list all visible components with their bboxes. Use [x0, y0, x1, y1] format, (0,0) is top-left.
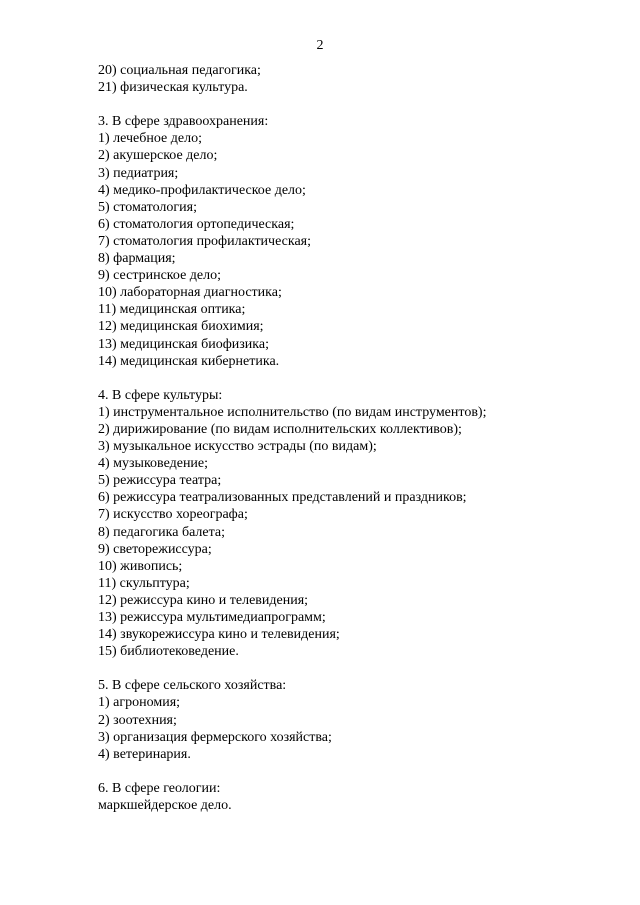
list-item: 12) медицинская биохимия;: [98, 319, 264, 335]
document-body: [98, 62, 618, 814]
list-item: 7) искусство хореографа;: [98, 507, 248, 523]
list-item: 11) медицинская оптика;: [98, 302, 246, 318]
list-item: 2) зоотехния;: [98, 712, 177, 728]
list-item: 5) стоматология;: [98, 199, 197, 215]
list-item: 14) звукорежиссура кино и телевидения;: [98, 627, 340, 643]
list-item: 20) социальная педагогика;: [98, 63, 261, 78]
section-geology: [98, 780, 618, 814]
section-heading: 6. В сфере геологии:: [98, 780, 221, 796]
section-spacer: [98, 96, 618, 113]
list-item: 9) сестринское дело;: [98, 268, 221, 284]
list-item: 3) организация фермерского хозяйства;: [98, 729, 332, 745]
list-item: 13) режиссура мультимедиапрограмм;: [98, 610, 326, 625]
list-item: 6) режиссура театрализованных представлений и праздников;: [98, 490, 467, 506]
section-spacer: [98, 370, 618, 387]
list-item: 12) режиссура кино и телевидения;: [98, 592, 309, 608]
list-item: 9) светорежиссура;: [98, 541, 212, 557]
list-item: 1) инструментальное исполнительство (по видам инструментов);: [98, 404, 487, 420]
list-item: 7) стоматология профилактическая;: [98, 233, 312, 249]
continuation-list: [98, 62, 618, 96]
list-item: 13) медицинская биофизика;: [98, 336, 269, 352]
list-item: 4) медико-профилактическое дело;: [98, 182, 306, 198]
list-item: 15) библиотековедение.: [98, 644, 239, 660]
list-item: 1) лечебное дело;: [98, 131, 202, 147]
list-item: 10) живопись;: [98, 558, 183, 574]
list-item: 6) стоматология ортопедическая;: [98, 216, 295, 232]
list-item: 3) педиатрия;: [98, 165, 179, 181]
section-agriculture: [98, 677, 618, 762]
list-item: 10) лабораторная диагностика;: [98, 285, 282, 301]
section-spacer: [98, 660, 618, 677]
section-healthcare: [98, 113, 618, 369]
list-item: 1) агрономия;: [98, 695, 181, 711]
section-heading: 5. В сфере сельского хозяйства:: [98, 678, 287, 694]
list-item: 11) скульптура;: [98, 575, 190, 591]
list-item: 4) музыковедение;: [98, 456, 209, 472]
list-item: 8) педагогика балета;: [98, 524, 226, 540]
list-item: 2) дирижирование (по видам исполнительских коллективов);: [98, 421, 462, 437]
list-item: 5) режиссура театра;: [98, 473, 222, 489]
list-item: 14) медицинская кибернетика.: [98, 353, 280, 369]
list-item: 4) ветеринария.: [98, 746, 191, 762]
list-item: 8) фармация;: [98, 251, 176, 267]
section-culture: [98, 387, 618, 661]
section-heading: 4. В сфере культуры:: [98, 387, 223, 403]
list-item: 3) музыкальное искусство эстрады (по видам);: [98, 439, 377, 455]
list-item: 2) акушерское дело;: [98, 148, 218, 164]
section-spacer: [98, 763, 618, 780]
list-item: 21) физическая культура.: [98, 80, 248, 96]
page-number: 2: [316, 38, 324, 53]
list-item: маркшейдерское дело.: [98, 798, 232, 814]
section-heading: 3. В сфере здравоохранения:: [98, 114, 269, 130]
